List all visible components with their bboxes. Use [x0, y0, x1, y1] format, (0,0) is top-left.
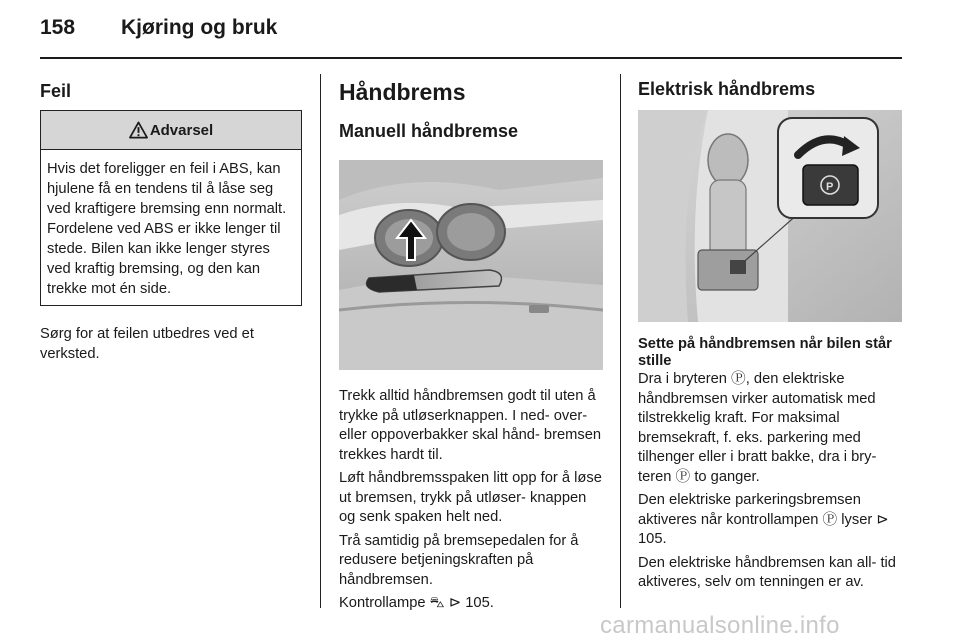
paragraph-tra: Trå samtidig på bremsepedalen for å redusere betjeningskraften på håndbremsen. [339, 532, 579, 588]
section-title-feil: Feil [40, 81, 72, 101]
column-divider-2 [620, 74, 621, 608]
subtitle-manuell: Manuell håndbremse [339, 121, 519, 141]
chapter-title: Kjøring og bruk [121, 16, 278, 39]
warning-box [40, 110, 302, 306]
handbrake-lever-photo [339, 160, 603, 370]
section-title-handbrems: Håndbrems [339, 79, 466, 105]
electric-brake-photo [638, 110, 902, 322]
warning-triangle-icon [129, 121, 148, 139]
section-title-elektrisk: Elektrisk håndbrems [638, 79, 816, 99]
electric-parking-brake-switch-icon [638, 110, 902, 322]
paragraph-trekk: Trekk alltid håndbremsen godt til uten å trykke på utløserknappen. I ned- over- eller oppoverbakker skal hånd- bremsen trekkes hardt til. [339, 388, 602, 463]
page-number: 158 [40, 16, 76, 39]
column-feil [40, 74, 302, 368]
watermark: carmanualsonline.info [600, 612, 840, 639]
handbrake-lever-icon [339, 160, 603, 370]
paragraph-kontrollampe: Kontrollampe ⛍ ⊳ 105. [339, 595, 494, 611]
paragraph-loft: Løft håndbremsspaken litt opp for å løse ut bremsen, trykk på utløser- knappen og senk spaken helt ned. [339, 470, 602, 525]
column-elektrisk [638, 74, 902, 597]
header-divider [40, 57, 902, 59]
page-header [40, 16, 902, 52]
warning-title: Advarsel [149, 121, 214, 139]
paragraph-verksted: Sørg for at feilen utbedres ved et verksted. [40, 326, 254, 362]
paragraph-aktiveres: Den elektriske parkeringsbremsen aktiveres når kontrollampen Ⓟ lyser ⊳ 105. [638, 492, 889, 547]
column-handbrems [339, 74, 603, 618]
column-divider-1 [320, 74, 321, 608]
subheading-sette-pa: Sette på håndbremsen når bilen står stille [638, 336, 892, 369]
warning-header [41, 111, 301, 150]
paragraph-dra: Dra i bryteren Ⓟ, den elektriske håndbremsen virker automatisk med tilstrekkelig kraft. For maksimal bremsekraft, f. eks. parkering med tilhenger eller i bratt bakke, dra i bry- teren Ⓟ to ganger. [638, 371, 877, 485]
paragraph-alltid: Den elektriske håndbremsen kan all- tid aktiveres, selv om tenningen er av. [638, 554, 896, 590]
warning-text: Hvis det foreligger en feil i ABS, kan hjulene få en tendens til å låse seg ved kraftigere bremsing enn normalt. Fordelene ved ABS er ikke lenger til stede. Bilen kan ikke lenger styres ved kraftig bremsing, og den kan trekke mot én side. [47, 161, 287, 297]
svg-text:P: P [826, 181, 834, 193]
